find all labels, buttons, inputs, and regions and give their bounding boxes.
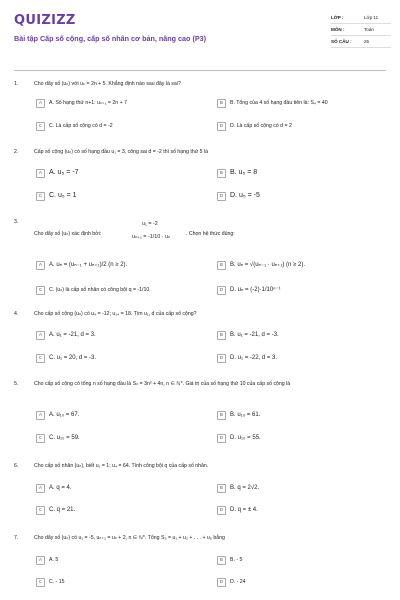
option-a[interactable] (36, 555, 196, 565)
question-4 (14, 310, 386, 370)
option-letter-box: D (217, 192, 226, 201)
option-d[interactable] (217, 577, 382, 587)
option-text: A. q = 4. (49, 485, 72, 491)
option-letter-box: C (36, 578, 45, 587)
option-d[interactable] (217, 191, 382, 201)
option-b[interactable] (217, 330, 382, 340)
option-b[interactable] (217, 483, 382, 493)
option-a[interactable] (36, 98, 196, 108)
question-7 (14, 534, 386, 596)
option-text: B. u₅ = 8 (230, 169, 258, 176)
meta-key: MÔN : (331, 27, 345, 32)
option-b[interactable] (217, 168, 382, 178)
question-number: 1. (14, 81, 19, 87)
option-text: B. u₁₀ = 61. (230, 412, 261, 418)
option-text: A. Số hạng thứ n+1: uₙ₊₁ = 2n + 7 (49, 100, 127, 106)
question-number: 5. (14, 381, 19, 387)
option-text: B. - 5 (230, 557, 243, 563)
option-letter-box: D (217, 286, 226, 295)
option-c[interactable] (36, 121, 196, 131)
option-letter-box: B (217, 169, 226, 178)
option-letter-box: A (36, 411, 45, 420)
question-text: Cho dãy số (uₙ) với uₙ = 2n + 5. Khẳng định nào sau đây là sai? (34, 81, 181, 87)
option-b[interactable] (217, 260, 382, 270)
option-letter-box: B (217, 484, 226, 493)
option-text: A. uₙ = (uₙ₋₁ + uₙ₊₁)/2 (n ≥ 2). (49, 262, 128, 268)
option-text: B. q = 2√2. (230, 485, 260, 491)
option-letter-box: A (36, 99, 45, 108)
recurrence-line-1: u₁ = -2 (142, 221, 158, 227)
question-number: 2. (14, 149, 19, 155)
question-6 (14, 462, 386, 524)
option-letter-box: B (217, 411, 226, 420)
option-text: C. (uₙ) là cấp số nhân có công bội q = -1/10 (49, 287, 150, 293)
option-d[interactable] (217, 433, 382, 443)
option-a[interactable] (36, 168, 196, 178)
option-a[interactable] (36, 410, 196, 420)
option-text: D. u₅ = -5 (230, 192, 260, 199)
option-a[interactable] (36, 483, 196, 493)
option-letter-box: C (36, 506, 45, 515)
option-text: A. u₁ = -21, d = 3. (49, 332, 96, 338)
option-text: C. Là cấp số cộng có d = -2 (49, 123, 113, 129)
question-5 (14, 380, 386, 452)
option-letter-box: A (36, 261, 45, 270)
option-letter-box: C (36, 434, 45, 443)
option-letter-box: A (36, 169, 45, 178)
option-letter-box: C (36, 286, 45, 295)
option-c[interactable] (36, 505, 196, 515)
question-number: 4. (14, 311, 19, 317)
option-letter-box: A (36, 556, 45, 565)
question-text: Cho cấp số cộng có tổng n số hạng đầu là Sₙ = 3n² + 4n, n ∈ ℕ*. Giá trị của số hạng thứ 10 của cấp số cộng là (34, 381, 291, 387)
option-text: D. - 24 (230, 579, 246, 585)
option-text: B. u₁ = -21, d = -3. (230, 332, 279, 338)
option-c[interactable] (36, 191, 196, 201)
option-letter-box: B (217, 556, 226, 565)
option-text: C. u₁₀ = 59. (49, 435, 80, 441)
option-a[interactable] (36, 330, 196, 340)
option-text: B. Tổng của 4 số hạng đầu tiên là: S₄ = 40 (230, 100, 328, 106)
option-text: B. uₙ = √(uₙ₋₁ · uₙ₊₁) (n ≥ 2). (230, 262, 305, 268)
option-b[interactable] (217, 98, 382, 108)
meta-value: Lớp 11 (364, 15, 379, 20)
option-b[interactable] (217, 555, 382, 565)
question-text: Cho cấp số cộng (uₙ) có u₄ = -12; u₁₄ = 18. Tìm u₁, d của cấp số cộng? (34, 311, 197, 317)
page-title: Bài tập Cấp số cộng, cấp số nhân cơ bản, nâng cao (P3) (14, 34, 207, 43)
question-text: Cho dãy số (uₙ) có u₁ = -5, uₙ₊₁ = uₙ + 2, n ∈ ℕ*. Tổng S₅ = u₁ + u₂ + . . . + u₅ bằng (34, 535, 225, 541)
question-text: Cấp số cộng (uₙ) có số hạng đầu u₁ = 3, công sai d = -2 thì số hạng thứ 5 là (34, 149, 208, 155)
option-letter-box: B (217, 261, 226, 270)
option-text: C. u₅ = 1 (49, 192, 77, 199)
option-letter-box: C (36, 122, 45, 131)
option-text: C. q = 21. (49, 507, 76, 513)
question-number: 6. (14, 463, 19, 469)
question-text: Cho cấp số nhân (uₙ), biết u₁ = 1; u₄ = 64. Tính công bội q của cấp số nhân. (34, 463, 209, 469)
meta-key: SỐ CÂU : (331, 39, 352, 44)
header-divider (14, 70, 386, 71)
option-letter-box: C (36, 192, 45, 201)
option-c[interactable] (36, 433, 196, 443)
option-text: A. 5 (49, 557, 59, 563)
option-letter-box: D (217, 354, 226, 363)
option-a[interactable] (36, 260, 196, 270)
meta-key: LỚP : (331, 15, 344, 20)
question-number: 7. (14, 535, 19, 541)
meta-value: Toán (364, 27, 374, 32)
option-text: D. uₙ = (-2)·1/10ⁿ⁻¹ (230, 287, 281, 293)
option-letter-box: B (217, 331, 226, 340)
option-d[interactable] (217, 505, 382, 515)
quizizz-logo: QUIZIZZ (14, 13, 76, 28)
meta-row-class (331, 12, 391, 24)
option-text: A. u₅ = -7 (49, 169, 79, 176)
meta-row-subject (331, 24, 391, 36)
question-2 (14, 148, 386, 208)
option-letter-box: A (36, 484, 45, 493)
option-text: D. u₁ = -22, d = 3. (230, 355, 278, 361)
option-c[interactable] (36, 353, 196, 363)
option-letter-box: D (217, 578, 226, 587)
question-number: 3. (14, 219, 19, 225)
question-text: Cho dãy số (uₙ) xác định bởi: (34, 231, 102, 237)
option-text: C. - 15 (49, 579, 65, 585)
question-text-tail: . Chọn hệ thức đúng: (186, 231, 235, 237)
option-text: D. Là cấp số cộng có d = 2 (230, 123, 292, 129)
option-text: A. u₁₀ = 67. (49, 412, 80, 418)
option-d[interactable] (217, 285, 382, 295)
option-letter-box: D (217, 506, 226, 515)
question-1 (14, 80, 386, 140)
option-c[interactable] (36, 285, 196, 295)
option-c[interactable] (36, 577, 196, 587)
option-text: D. u₁₀ = 55. (230, 435, 261, 441)
option-d[interactable] (217, 121, 382, 131)
option-letter-box: D (217, 434, 226, 443)
option-letter-box: B (217, 99, 226, 108)
option-text: D. q = ± 4. (230, 507, 258, 513)
meta-table (331, 12, 391, 48)
meta-value: 25 (364, 39, 370, 44)
option-letter-box: C (36, 354, 45, 363)
recurrence-line-2: uₙ₊₁ = -1/10 · uₙ (132, 234, 171, 240)
option-letter-box: A (36, 331, 45, 340)
option-letter-box: D (217, 122, 226, 131)
option-b[interactable] (217, 410, 382, 420)
option-text: C. u₁ = 20, d = -3. (49, 355, 97, 361)
question-3 (14, 218, 386, 304)
meta-row-count (331, 36, 391, 48)
option-d[interactable] (217, 353, 382, 363)
